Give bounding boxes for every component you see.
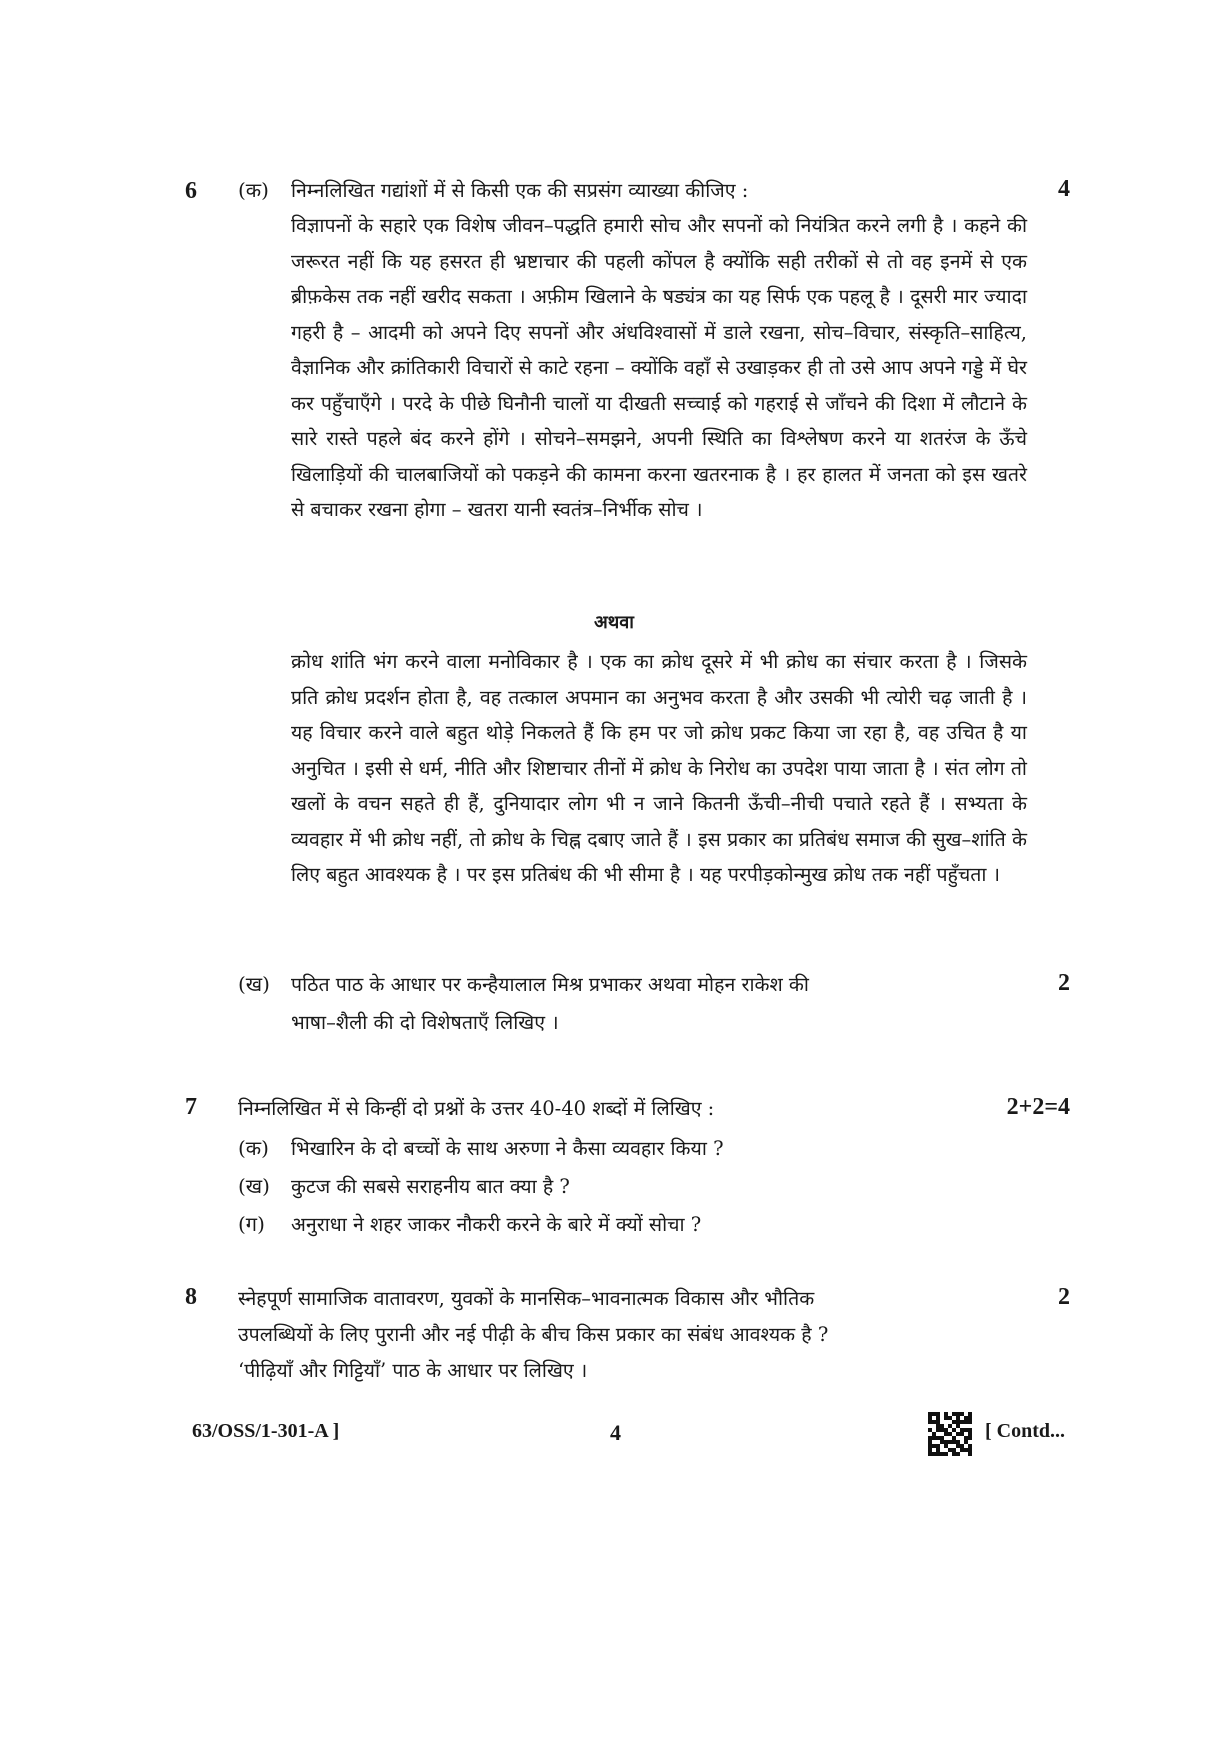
- q7-item-text: अनुराधा ने शहर जाकर नौकरी करने के बारे में क्यों सोचा ?: [291, 1213, 702, 1236]
- q8-line-1: स्नेहपूर्ण सामाजिक वातावरण, युवकों के मानसिक–भावनात्मक विकास और भौतिक: [238, 1287, 815, 1310]
- qr-module: [968, 1452, 972, 1456]
- q6-part-a-label: (क): [238, 178, 269, 202]
- q8-marks: 2: [1058, 1284, 1070, 1310]
- q7-item-label: (क): [238, 1136, 269, 1160]
- q7-instruction: निम्नलिखित में से किन्हीं दो प्रश्नों के उत्तर 40-40 शब्दों में लिखिए :: [238, 1097, 715, 1120]
- qr-code-icon: [928, 1412, 972, 1456]
- q6-part-b-line-1: पठित पाठ के आधार पर कन्हैयालाल मिश्र प्रभाकर अथवा मोहन राकेश की: [291, 973, 809, 996]
- q6-part-a-instruction: निम्नलिखित गद्यांशों में से किसी एक की सप्रसंग व्याख्या कीजिए :: [291, 179, 749, 202]
- question-number-8: 8: [185, 1284, 197, 1310]
- q6-passage-2: क्रोध शांति भंग करने वाला मनोविकार है । एक का क्रोध दूसरे में भी क्रोध का संचार करता है । जिसके प्रति क्रोध प्रदर्शन होता है, वह तत्काल अपमान का अनुभव करता है और उसकी भी त्योरी चढ़ जाती है । यह विचार करने वाले बहुत थोड़े निकलते हैं कि हम पर जो क्रोध प्रकट किया जा रहा है, वह उचित है या अनुचित । इसी से धर्म, नीति और शिष्टाचार तीनों में क्रोध के निरोध का उपदेश पाया जाता है । संत लोग तो खलों के वचन सहते ही हैं, दुनियादार लोग भी न जाने कितनी ऊँची–नीची पचाते रहते हैं । सभ्यता के व्यवहार में भी क्रोध नहीं, तो क्रोध के चिह्न दबाए जाते हैं । इस प्रकार का प्रतिबंध समाज की सुख–शांति के लिए बहुत आवश्यक है । पर इस प्रतिबंध की भी सीमा है । यह परपीड़कोन्मुख क्रोध तक नहीं पहुँचता ।: [291, 650, 1027, 886]
- q6-part-b-marks: 2: [1058, 970, 1070, 996]
- continued-label: [ Contd...: [985, 1420, 1066, 1442]
- q7-marks: 2+2=4: [1006, 1094, 1070, 1120]
- question-number-6: 6: [185, 178, 197, 204]
- question-number-7: 7: [185, 1094, 197, 1120]
- q6-passage-1: विज्ञापनों के सहारे एक विशेष जीवन–पद्धति हमारी सोच और सपनों को नियंत्रित करने लगी है । कहने की जरूरत नहीं कि यह हसरत ही भ्रष्टाचार की पहली कोंपल है क्योंकि सही तरीकों से तो वह इनमें से एक ब्रीफ़केस तक नहीं खरीद सकता । अफ़ीम खिलाने के षड्यंत्र का यह सिर्फ एक पहलू है । दूसरी मार ज्यादा गहरी है – आदमी को अपने दिए सपनों और अंधविश्वासों में डाले रखना, सोच–विचार, संस्कृति–साहित्य, वैज्ञानिक और क्रांतिकारी विचारों से काटे रहना – क्योंकि वहाँ से उखाड़कर ही तो उसे आप अपने गड्डे में घेर कर पहुँचाएँगे । परदे के पीछे घिनौनी चालों या दीखती सच्चाई को गहराई से जाँचने की दिशा में लौटाने के सारे रास्ते पहले बंद करने होंगे । सोचने–समझने, अपनी स्थिति का विश्लेषण करने या शतरंज के ऊँचे खिलाड़ियों की चालबाजियों को पकड़ने की कामना करना खतरनाक है । हर हालत में जनता को इस खतरे से बचाकर रखना होगा – खतरा यानी स्वतंत्र–निर्भीक सोच ।: [291, 214, 1027, 521]
- q6-part-a-marks: 4: [1058, 176, 1070, 202]
- paper-code: 63/OSS/1-301-A ]: [192, 1420, 340, 1442]
- q8-line-3: ‘पीढ़ियाँ और गिट्टियाँ’ पाठ के आधार पर लिखिए ।: [238, 1359, 588, 1382]
- q8-line-2: उपलब्धियों के लिए पुरानी और नई पीढ़ी के बीच किस प्रकार का संबंध आवश्यक है ?: [238, 1323, 829, 1346]
- q7-item-text: भिखारिन के दो बच्चों के साथ अरुणा ने कैसा व्यवहार किया ?: [291, 1137, 724, 1160]
- q7-item-label: (ख): [238, 1174, 270, 1198]
- q6-part-b-line-2: भाषा–शैली की दो विशेषताएँ लिखिए ।: [291, 1011, 559, 1034]
- q7-item-label: (ग): [238, 1212, 265, 1236]
- or-divider: अथवा: [594, 612, 634, 633]
- page-number: 4: [610, 1420, 621, 1445]
- q7-item-text: कुटज की सबसे सराहनीय बात क्या है ?: [291, 1175, 570, 1198]
- q6-part-b-label: (ख): [238, 972, 270, 996]
